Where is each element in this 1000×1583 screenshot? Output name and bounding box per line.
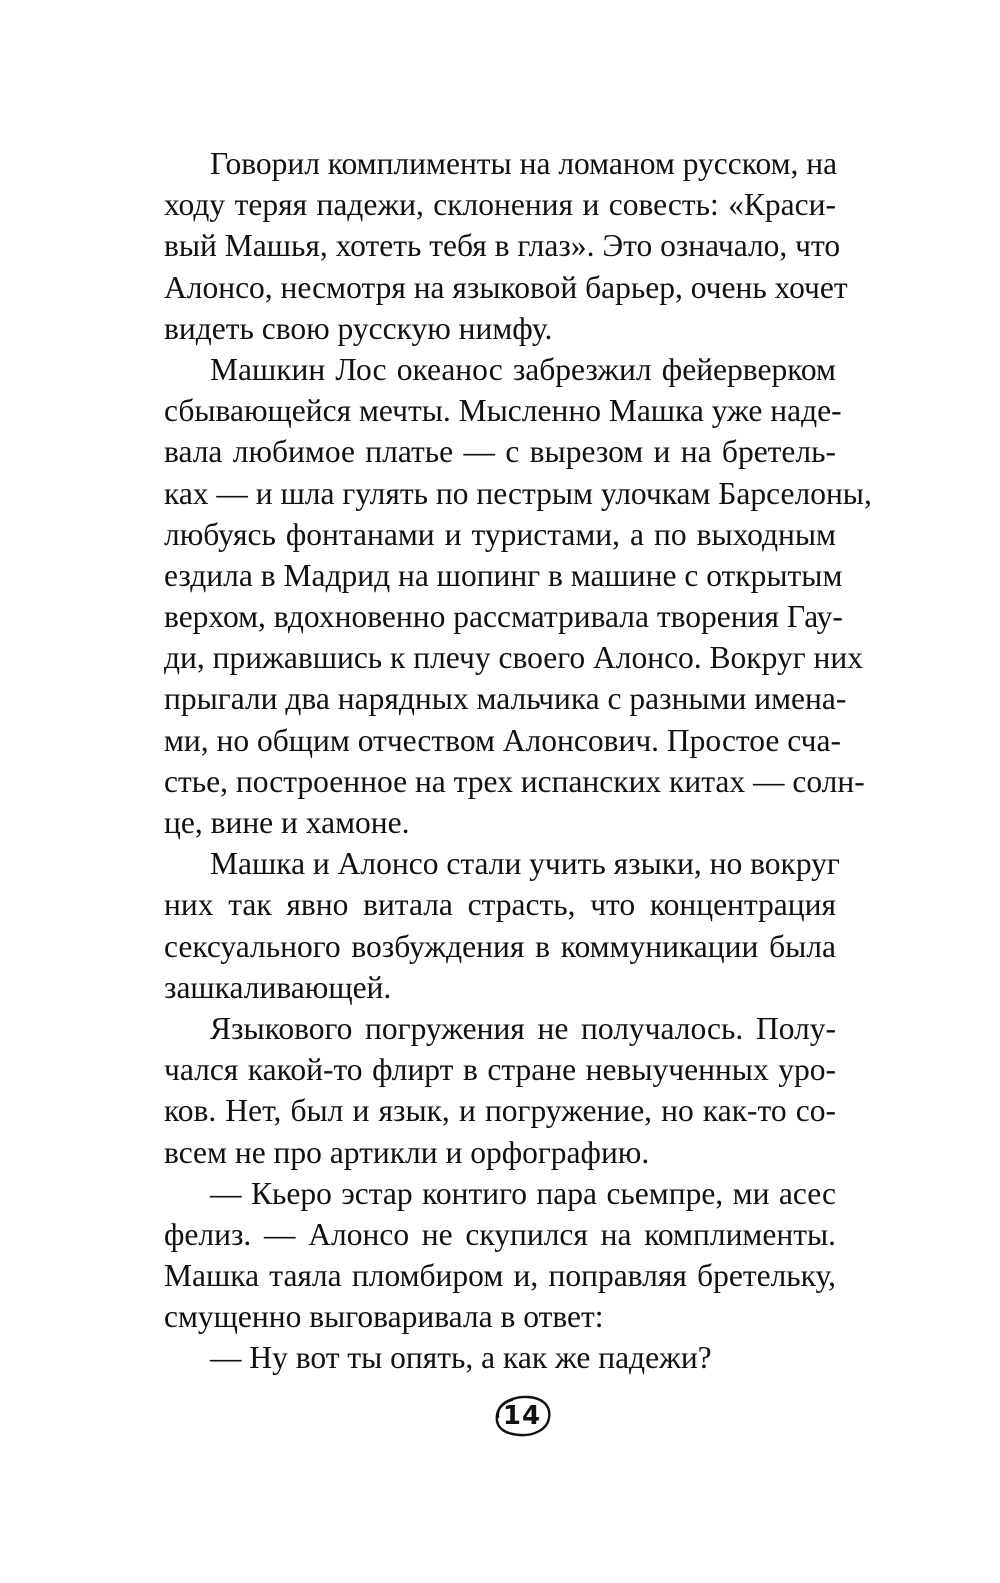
text-line: ков. Нет, был и язык, и погружение, но как-то со- [164,1093,836,1129]
text-line: ми, но общим отчеством Алонсович. Простое сча- [164,722,841,758]
text-line: вала любимое платье — с вырезом и на бретель- [164,434,836,470]
text-line: ездила в Мадрид на шопинг в машине с открытым [164,557,843,593]
text-line: них так явно витала страсть, что концентрация [164,887,836,923]
page-number-label: 14 [502,1401,542,1431]
text-line: ках — и шла гулять по пестрым улочкам Барселоны, [164,475,872,511]
text-line: смущенно выговаривала в ответ: [164,1299,604,1335]
text-line: сбывающейся мечты. Мысленно Машка уже наде- [164,393,842,429]
text-line: ди, прижавшись к плечу своего Алонсо. Вокруг них [164,640,863,676]
text-line: чался какой-то флирт в стране невыученных уро- [164,1052,836,1088]
text-line: фелиз. — Алонсо не скупился на комплименты. [164,1216,836,1252]
text-line: зашкаливающей. [164,969,392,1005]
text-line: Машка и Алонсо стали учить языки, но вокруг [210,846,840,882]
text-line: стье, построенное на трех испанских китах — солн- [164,763,865,799]
text-line: всем не про артикли и орфографию. [164,1134,650,1170]
text-line: Говорил комплименты на ломаном русском, на [210,146,838,181]
text-line: любуясь фонтанами и туристами, а по выходным [164,516,836,552]
text-line: Алонсо, несмотря на языковой барьер, очень хочет [164,269,848,305]
paragraph-1 [164,143,848,349]
paragraph-2 [164,349,872,843]
text-line: — Кьеро эстар контиго пара сьемпре, ми асес [210,1175,836,1211]
text-line: ходу теряя падежи, склонения и совесть: «Краси- [164,187,836,223]
paragraph-6 [164,1337,836,1378]
text-line: Машкин Лос океанос забрезжил фейерверком [210,351,836,387]
paragraph-4 [164,1008,836,1173]
text-line: видеть свою русскую нимфу. [164,310,553,346]
page-number [490,1393,554,1439]
text-line: Языкового погружения не получалось. Полу- [210,1010,836,1046]
text-line: Машка таяла пломбиром и, поправляя бретельку, [164,1258,836,1294]
text-line: — Ну вот ты опять, а как же падежи? [210,1340,712,1376]
text-line: вый Машья, хотеть тебя в глаз». Это означало, что [164,228,841,264]
text-line: сексуального возбуждения в коммуникации была [164,928,836,964]
text-line: прыгали два нарядных мальчика с разными имена- [164,681,847,717]
text-line: верхом, вдохновенно рассматривала творения Гау- [164,599,843,635]
paragraph-3 [164,843,840,1008]
body-text [164,143,872,1379]
paragraph-5 [164,1173,836,1338]
text-line: це, вине и хамоне. [164,805,410,840]
